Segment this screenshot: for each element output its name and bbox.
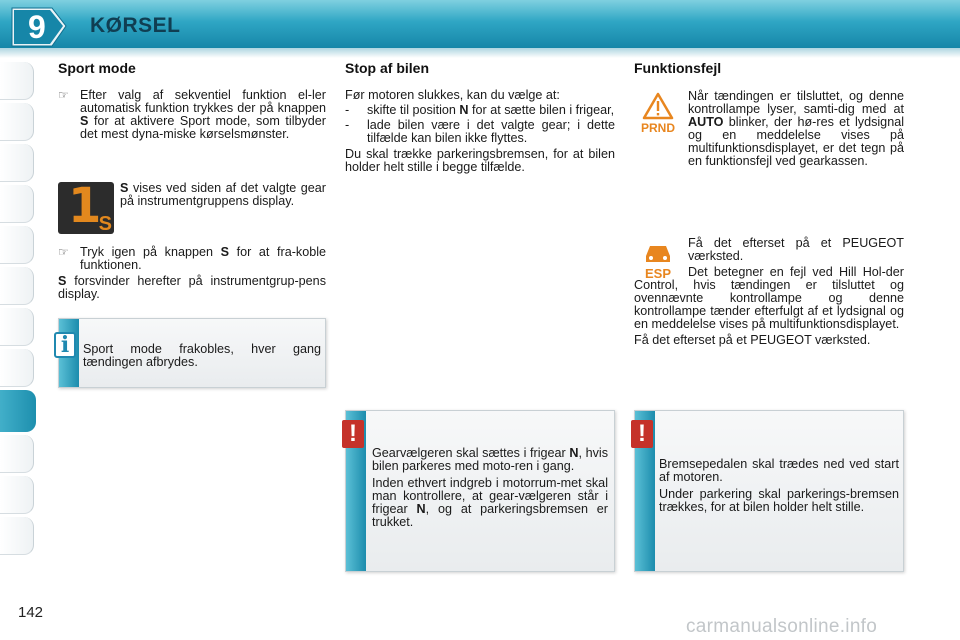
side-tab[interactable] [0,435,34,473]
side-tab[interactable] [0,62,34,100]
stop-heading: Stop af bilen [345,60,429,76]
sport-mode-heading: Sport mode [58,60,136,76]
warning-note-stop-text: Gearvælgeren skal sættes i frigear N, hvis bilen parkeres med moto-ren i gang. Inden ethvert indgreb i motorrum-met skal man kontrollere, at gear-vælgeren står i frigear N, og at parkeringsbremsen er trukket. [372,446,608,529]
warning-icon: ! [631,420,653,448]
gear-display-thumbnail [58,182,114,234]
side-tab[interactable] [0,103,34,141]
sport-mode-section [58,62,326,141]
gear-digit: 1 [68,182,102,234]
chapter-number: 9 [28,9,46,45]
side-tab-active[interactable] [0,390,36,432]
stop-intro: Før motoren slukkes, kan du vælge at: [345,88,560,102]
side-tab[interactable] [0,349,34,387]
side-tab[interactable] [0,267,34,305]
watermark: carmanualsonline.info [686,616,878,637]
sport-mode-bullet-2-block [58,246,326,301]
sport-disappear-text: S forsvinder herefter på instrumentgrup-pens display. [58,274,326,301]
side-tab[interactable] [0,185,34,223]
fault-paragraph-4: Få det efterset på et PEUGEOT værksted. [634,333,871,347]
stop-outro: Du skal trække parkeringsbremsen, for at bilen holder helt stille i begge tilfælde. [345,147,615,174]
sport-letter: S [98,213,112,234]
sport-mode-bullet-2: ☞ Tryk igen på knappen S for at fra-koble funktionen. [58,245,326,272]
side-tab[interactable] [0,144,34,182]
chapter-number-badge [8,4,68,48]
side-tab[interactable] [0,226,34,264]
pointing-hand-icon: ☞ [58,245,69,259]
svg-text:ESP: ESP [644,266,672,281]
fault-section [634,62,904,75]
warning-note-stop [345,410,615,572]
warning-icon: ! [342,420,364,448]
stop-item-1: - skifte til position N for at sætte bilen i frigear, [345,103,615,117]
fault-paragraph-1: Når tændingen er tilsluttet, og denne kontrollampe lyser, samti-dig med at AUTO blinker, der hø-res et lydsignal og en meddelelse vises på multifunktionsdisplayet, er det tegn på en funktionsfejl ved gearkassen. [688,89,904,168]
info-icon: i [54,332,76,358]
side-tab[interactable] [0,476,34,514]
info-note-text: Sport mode frakobles, hver gang tændingen afbrydes. [83,342,321,369]
warning-note-fault [634,410,904,572]
stop-item-2: - lade bilen være i det valgte gear; i dette tilfælde kan bilen ikke flyttes. [345,118,615,145]
warning-note-fault-text: Bremsepedalen skal trædes ned ved start af motoren. Under parkering skal parkerings-bremsen trækkes, for at bilen holder helt stille. [659,457,899,514]
page-title: KØRSEL [90,14,181,37]
page-number: 142 [18,604,44,621]
svg-text:PRND: PRND [640,121,676,134]
fault-heading: Funktionsfejl [634,60,722,76]
chapter-side-tabs [0,62,34,558]
pointing-hand-icon: ☞ [58,88,69,102]
info-note [58,318,326,388]
stop-section [345,62,615,174]
sport-mode-bullet-1: ☞ Efter valg af sekventiel funktion el-ler automatisk funktion trykkes der på knappen S for at aktivere Sport mode, som tilbyder det mest dyna-miske kørselsmønster. [58,88,326,141]
fault-paragraph-3: Det betegner en fejl ved Hill Hol-der Control, hvis tændingen er tilsluttet og ovennævnte kontrollampe og denne kontrollampe tænder efterfulgt af et lydsignal og en meddelelse vises på multifunktionsdisplayet. Få det efterset på et PEUGEOT værksted. [634,265,904,347]
side-tab[interactable] [0,308,34,346]
side-tab[interactable] [0,517,34,555]
fault-paragraph-2: Få det efterset på et PEUGEOT værksted. [688,236,904,263]
sport-display-text: S vises ved siden af det valgte gear på instrumentgruppens display. [120,181,327,208]
